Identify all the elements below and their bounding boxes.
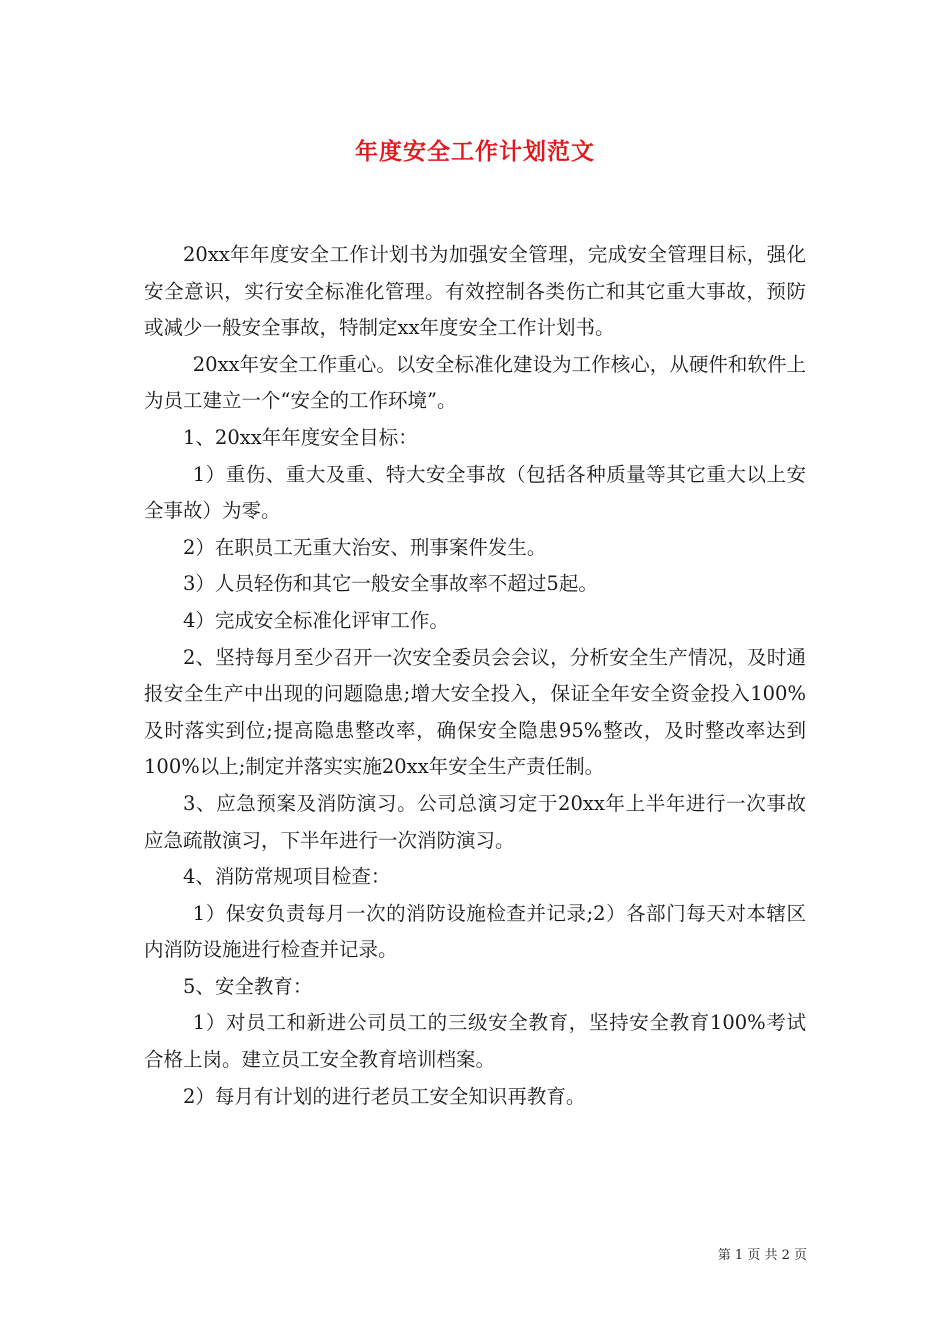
paragraph-drills: 3、应急预案及消防演习。公司总演习定于20xx年上半年进行一次事故应急疏散演习，下半年进行一次消防演习。 — [144, 791, 806, 852]
paragraph-goal-4: 4）完成安全标准化评审工作。 — [183, 608, 449, 632]
paragraph-education-heading: 5、安全教育： — [183, 974, 313, 998]
page-number: 第 1 页 共 2 页 — [717, 1248, 807, 1263]
paragraph-goal-2: 2）在职员工无重大治安、刑事案件发生。 — [183, 535, 547, 559]
paragraph-focus: 20xx年安全工作重心。以安全标准化建设为工作核心，从硬件和软件上为员工建立一个“安全的工作环境”。 — [144, 352, 806, 413]
document-title: 年度安全工作计划范文 — [355, 138, 595, 165]
paragraph-goal-1: 1）重伤、重大及重、特大安全事故（包括各种质量等其它重大以上安全事故）为零。 — [144, 462, 806, 523]
paragraph-fire-check-heading: 4、消防常规项目检查： — [183, 865, 391, 889]
paragraph-fire-check: 1）保安负责每月一次的消防设施检查并记录;2）各部门每天对本辖区内消防设施进行检查并记录。 — [144, 901, 806, 962]
paragraph-goal-3: 3）人员轻伤和其它一般安全事故率不超过5起。 — [183, 572, 598, 596]
paragraph-goals-heading: 1、20xx年年度安全目标： — [183, 425, 418, 449]
paragraph-meetings: 2、坚持每月至少召开一次安全委员会会议，分析安全生产情况，及时通报安全生产中出现的问题隐患;增大安全投入，保证全年安全资金投入100%及时落实到位;提高隐患整改率，确保安全隐患95%整改，及时整改率达到100%以上;制定并落实实施20xx年安全生产责任制。 — [144, 645, 806, 779]
document-body — [144, 237, 806, 1115]
paragraph-education-1: 1）对员工和新进公司员工的三级安全教育，坚持安全教育100%考试合格上岗。建立员工安全教育培训档案。 — [144, 1011, 806, 1072]
paragraph-education-2: 2）每月有计划的进行老员工安全知识再教育。 — [183, 1084, 586, 1108]
paragraph-intro: 20xx年年度安全工作计划书为加强安全管理，完成安全管理目标，强化安全意识，实行安全标准化管理。有效控制各类伤亡和其它重大事故，预防或减少一般安全事故，特制定xx年度安全工作计划书。 — [144, 243, 806, 340]
